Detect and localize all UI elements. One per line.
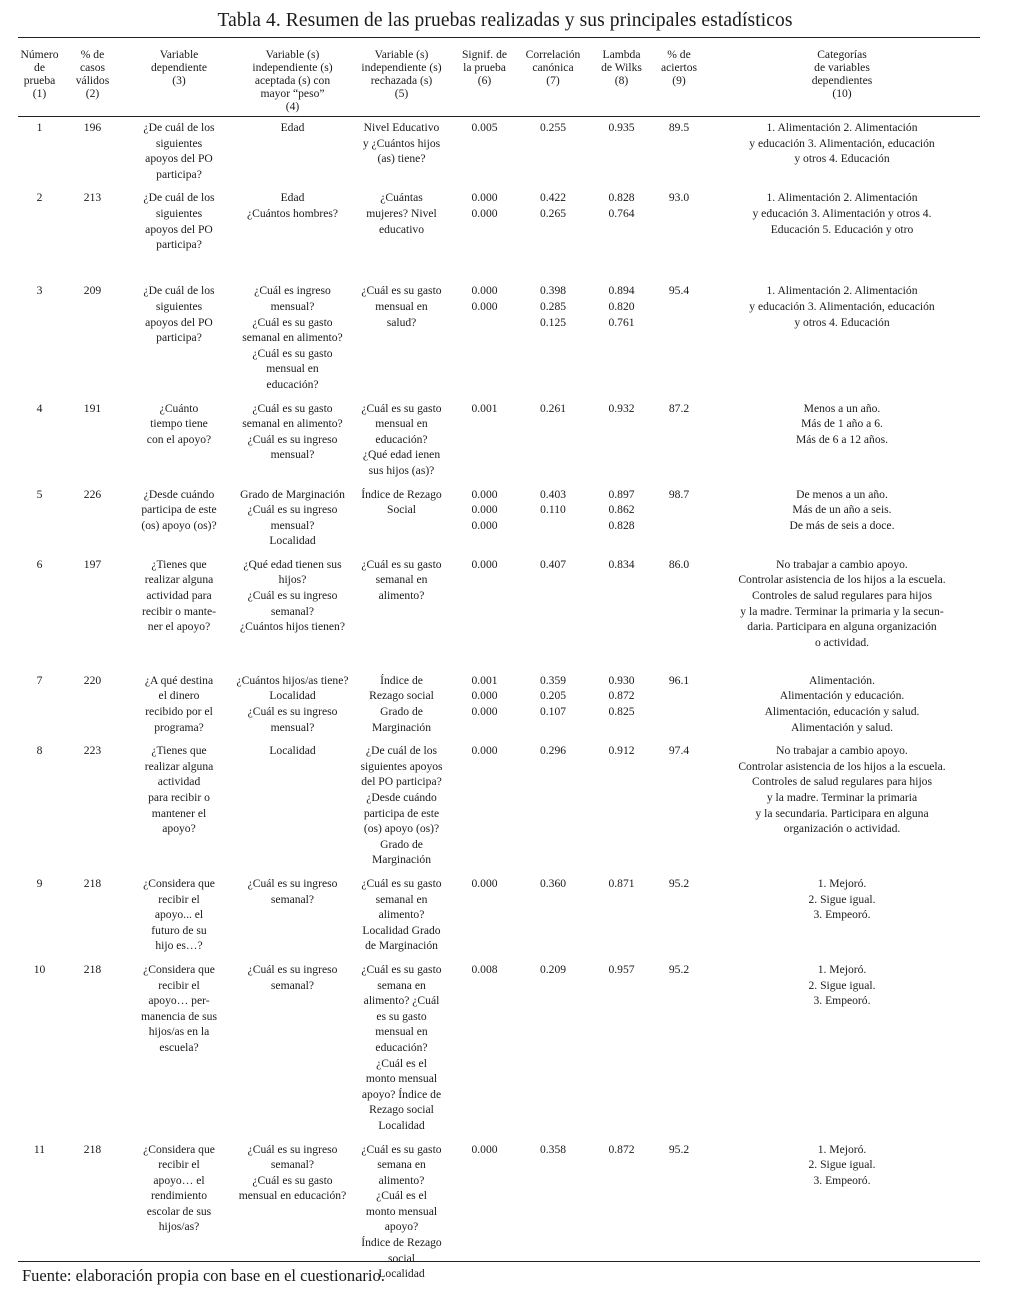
cell-text: 0.000 0.000	[471, 191, 498, 220]
table-cell	[517, 280, 589, 397]
cell-text: 98.7	[668, 487, 690, 501]
table-cell	[61, 1139, 124, 1287]
cell-text: 11	[33, 1142, 46, 1156]
table-cell	[124, 484, 234, 554]
cell-text: 0.360	[539, 877, 567, 890]
cell-text: 0.359 0.205 0.107	[539, 673, 567, 719]
cell-text: 0.957	[608, 962, 635, 976]
cell-text: 0.005	[471, 121, 498, 134]
table-cell	[452, 670, 517, 740]
cell-text: ¿Cuál es su gasto semanal en alimento? ¿Cuál es su ingreso mensual?	[242, 401, 343, 462]
table-cell	[351, 959, 452, 1139]
cell-text: ¿Cuánto tiempo tiene con el apoyo?	[146, 401, 212, 446]
cell-text: 223	[83, 744, 102, 758]
table-cell	[234, 398, 351, 484]
header-cell: % de aciertos (9)	[660, 48, 698, 87]
cell-text: 0.872	[608, 1142, 635, 1156]
table-cell	[589, 670, 654, 740]
cell-text: ¿Cuál es su gasto semana en alimento? ¿Cuál es el monto mensual apoyo? Índice de Rezago social Localidad	[361, 1142, 442, 1281]
cell-text: 1. Mejoró. 2. Sigue igual. 3. Empeoró.	[808, 962, 876, 1008]
table-cell	[517, 670, 589, 740]
cell-text: 6	[36, 557, 43, 571]
cell-text: 2	[36, 191, 43, 205]
table-cell	[124, 873, 234, 959]
table-cell	[654, 484, 704, 554]
table-cell	[704, 740, 980, 873]
cell-text: 0.261	[539, 401, 567, 415]
cell-text: No trabajar a cambio apoyo. Controlar asistencia de los hijos a la escuela. Controles de salud regulares para hijos y la madre. Terminar la primaria y la secundaria. Participara en alguna organización o actividad.	[738, 744, 946, 836]
table-cell	[452, 1139, 517, 1287]
table-cell	[452, 959, 517, 1139]
cell-text: ¿Tienes que realizar alguna actividad para recibir o mante- ner el apoyo?	[141, 557, 217, 634]
cell-text: ¿Considera que recibir el apoyo… per- manencia de sus hijos/as en la escuela?	[141, 962, 217, 1054]
table-cell	[124, 670, 234, 740]
header-cell: Variable (s) independiente (s) rechazada (s) (5)	[361, 48, 442, 100]
cell-text: 0.403 0.110	[539, 487, 567, 517]
table-cell	[18, 670, 61, 740]
table-cell	[589, 740, 654, 873]
cell-text: Edad	[280, 121, 305, 134]
table-cell	[124, 398, 234, 484]
table-cell	[124, 1139, 234, 1287]
cell-text: ¿Cuál es su gasto mensual en salud?	[361, 284, 442, 329]
table-cell	[517, 554, 589, 670]
cell-text: 93.0	[668, 191, 690, 205]
table-cell	[589, 116, 654, 187]
table-cell	[452, 554, 517, 670]
table-cell	[351, 670, 452, 740]
table-cell	[704, 187, 980, 280]
cell-text: 220	[83, 673, 102, 687]
cell-text: 218	[83, 1142, 102, 1156]
table-cell	[18, 740, 61, 873]
cell-text: No trabajar a cambio apoyo. Controlar asistencia de los hijos a la escuela. Controles de salud regulares para hijos y la madre. Terminar la primaria y la secun- daria. Participara en alguna organización o actividad.	[738, 557, 946, 649]
table-cell	[351, 554, 452, 670]
cell-text: ¿De cuál de los siguientes apoyos del PO participa?	[143, 191, 215, 252]
cell-text: 0.834	[608, 557, 635, 571]
table-cell	[517, 740, 589, 873]
cell-text: ¿De cuál de los siguientes apoyos del PO participa?	[143, 121, 215, 181]
cell-text: 4	[36, 401, 43, 415]
cell-text: ¿A qué destina el dinero recibido por el programa?	[144, 673, 214, 734]
table-cell	[18, 484, 61, 554]
table-cell	[61, 740, 124, 873]
cell-text: 197	[83, 557, 102, 571]
cell-text: Menos a un año. Más de 1 año a 6. Más de 6 a 12 años.	[795, 401, 889, 446]
table-row	[18, 959, 980, 1139]
cell-text: Índice de Rezago Social	[361, 487, 442, 517]
header-cell: Lambda de Wilks (8)	[601, 48, 642, 87]
cell-text: 1	[36, 121, 43, 134]
cell-text: 89.5	[668, 121, 690, 134]
table-cell	[654, 116, 704, 187]
table-row	[18, 1139, 980, 1287]
cell-text: 0.008	[471, 962, 498, 976]
table-cell	[589, 484, 654, 554]
table-cell	[124, 740, 234, 873]
cell-text: ¿Cuál es su ingreso semanal?	[247, 962, 338, 992]
cell-text: Localidad	[269, 744, 316, 758]
table-cell	[351, 280, 452, 397]
table-row	[18, 740, 980, 873]
table-cell	[351, 1139, 452, 1287]
cell-text: 0.407	[539, 557, 567, 571]
table-cell	[18, 187, 61, 280]
cell-text: 1. Alimentación 2. Alimentación y educación 3. Alimentación, educación y otros 4. Educación	[749, 121, 935, 166]
cell-text: ¿Desde cuándo participa de este (os) apoyo (os)?	[141, 487, 217, 532]
table-cell	[452, 484, 517, 554]
cell-text: ¿Cuál es su gasto mensual en educación? ¿Qué edad ienen sus hijos (as)?	[361, 401, 442, 477]
cell-text: 226	[83, 487, 102, 501]
cell-text: Índice de Rezago social Grado de Marginación	[369, 673, 434, 734]
table-cell	[589, 1139, 654, 1287]
table-cell	[61, 187, 124, 280]
table-cell	[589, 280, 654, 397]
header-cell: % de casos válidos (2)	[75, 48, 110, 100]
cell-text: ¿Cuál es su ingreso semanal? ¿Cuál es su gasto mensual en educación?	[238, 1142, 347, 1203]
table-body	[18, 116, 980, 1287]
cell-text: 0.296	[539, 744, 567, 758]
table-cell	[124, 116, 234, 187]
table-cell	[654, 187, 704, 280]
table-cell	[704, 873, 980, 959]
cell-text: 8	[36, 744, 43, 758]
header-cell: Categorías de variables dependientes (10)	[811, 48, 873, 100]
table-cell	[452, 187, 517, 280]
cell-text: ¿De cuál de los siguientes apoyos del PO participa?	[143, 284, 215, 345]
header-cell: Número de prueba (1)	[20, 48, 59, 100]
header-cell: Signif. de la prueba (6)	[461, 48, 508, 87]
cell-text: ¿Considera que recibir el apoyo... el futuro de su hijo es…?	[143, 877, 215, 953]
statistics-table	[18, 40, 980, 1287]
table-cell	[234, 484, 351, 554]
cell-text: ¿Considera que recibir el apoyo… el rendimiento escolar de sus hijos/as?	[143, 1142, 215, 1234]
header-row	[18, 40, 980, 116]
cell-text: ¿Cuál es su ingreso semanal?	[247, 877, 338, 906]
table-cell	[124, 187, 234, 280]
table-cell	[351, 484, 452, 554]
cell-text: ¿Tienes que realizar alguna actividad para recibir o mantener el apoyo?	[144, 744, 214, 836]
table-cell	[61, 554, 124, 670]
cell-text: 0.000	[471, 557, 498, 571]
table-cell	[18, 1139, 61, 1287]
cell-text: 0.358	[539, 1142, 567, 1156]
table-cell	[234, 740, 351, 873]
table-cell	[654, 398, 704, 484]
table-cell	[589, 187, 654, 280]
cell-text: 209	[83, 284, 102, 298]
table-cell	[234, 187, 351, 280]
table-cell	[452, 398, 517, 484]
cell-text: 196	[83, 121, 102, 134]
table-cell	[704, 116, 980, 187]
table-cell	[452, 740, 517, 873]
header-cell: Variable (s) independiente (s) aceptada (s) con mayor “peso” (4)	[252, 48, 333, 113]
table-cell	[589, 554, 654, 670]
table-cell	[654, 554, 704, 670]
table-cell	[18, 280, 61, 397]
cell-text: 0.000	[471, 877, 498, 890]
cell-text: 96.1	[668, 673, 690, 687]
cell-text: 191	[83, 401, 102, 415]
cell-text: 0.000 0.000 0.000	[471, 487, 498, 532]
table-cell	[234, 959, 351, 1139]
table-cell	[351, 398, 452, 484]
cell-text: 0.209	[539, 962, 567, 976]
header-cell: Correlación canónica (7)	[525, 48, 581, 87]
cell-text: 0.932	[608, 401, 635, 415]
table-cell	[61, 484, 124, 554]
cell-text: ¿Cuántas mujeres? Nivel educativo	[366, 191, 437, 236]
cell-text: ¿Cuál es su gasto semana en alimento? ¿Cuál es su gasto mensual en educación? ¿Cuál es el monto mensual apoyo? Índice de Rezago social Localidad	[361, 962, 442, 1132]
table-cell	[589, 398, 654, 484]
cell-text: 95.2	[668, 962, 690, 976]
cell-text: 86.0	[668, 557, 690, 571]
table-cell	[452, 116, 517, 187]
bottom-rule	[18, 1261, 980, 1262]
table-cell	[589, 873, 654, 959]
cell-text: 0.255	[539, 121, 567, 134]
cell-text: 0.930 0.872 0.825	[608, 673, 635, 719]
cell-text: 1. Mejoró. 2. Sigue igual. 3. Empeoró.	[808, 1142, 876, 1187]
cell-text: 0.001	[471, 401, 498, 415]
table-cell	[517, 187, 589, 280]
cell-text: 7	[36, 673, 43, 687]
table-cell	[517, 484, 589, 554]
cell-text: ¿Cuántos hijos/as tiene? Localidad ¿Cuál es su ingreso mensual?	[236, 673, 349, 734]
table-cell	[18, 116, 61, 187]
cell-text: 1. Alimentación 2. Alimentación y educación 3. Alimentación y otros 4. Educación 5. Educación y otro	[752, 191, 932, 236]
cell-text: 0.000	[471, 1142, 498, 1156]
cell-text: 10	[33, 962, 46, 976]
cell-text: Grado de Marginación ¿Cuál es su ingreso mensual? Localidad	[240, 487, 345, 548]
cell-text: 1. Alimentación 2. Alimentación y educación 3. Alimentación, educación y otros 4. Educación	[749, 284, 935, 329]
table-cell	[234, 873, 351, 959]
table-cell	[61, 398, 124, 484]
table-row	[18, 280, 980, 397]
cell-text: 218	[83, 877, 102, 890]
cell-text: 0.871	[608, 877, 635, 890]
cell-text: 9	[36, 877, 43, 890]
table-cell	[654, 1139, 704, 1287]
table-cell	[61, 116, 124, 187]
table-cell	[234, 280, 351, 397]
cell-text: 0.422 0.265	[539, 191, 567, 220]
cell-text: 0.398 0.285 0.125	[539, 284, 567, 329]
table-row	[18, 187, 980, 280]
table-cell	[654, 670, 704, 740]
table-cell	[61, 280, 124, 397]
table-cell	[517, 116, 589, 187]
table-cell	[589, 959, 654, 1139]
table-cell	[704, 398, 980, 484]
cell-text: 0.001 0.000 0.000	[471, 673, 498, 719]
table-cell	[704, 484, 980, 554]
cell-text: 3	[36, 284, 43, 298]
cell-text: 95.4	[668, 284, 690, 298]
table-cell	[61, 873, 124, 959]
cell-text: 0.828 0.764	[608, 191, 635, 220]
cell-text: 95.2	[668, 1142, 690, 1156]
cell-text: 213	[83, 191, 102, 205]
cell-text: ¿De cuál de los siguientes apoyos del PO participa? ¿Desde cuándo participa de este (os) apoyo (os)? Grado de Marginación	[360, 744, 443, 867]
cell-text: 1. Mejoró. 2. Sigue igual. 3. Empeoró.	[808, 877, 876, 922]
cell-text: De menos a un año. Más de un año a seis. De más de seis a doce.	[789, 487, 895, 532]
table-cell	[351, 187, 452, 280]
table-cell	[452, 873, 517, 959]
table-cell	[18, 873, 61, 959]
table-cell	[351, 873, 452, 959]
table-row	[18, 554, 980, 670]
cell-text: ¿Cuál es su gasto semanal en alimento? Localidad Grado de Marginación	[361, 877, 442, 953]
cell-text: 0.912	[608, 744, 635, 758]
table-cell	[18, 398, 61, 484]
table-cell	[654, 873, 704, 959]
cell-text: 0.000 0.000	[471, 284, 498, 313]
table-cell	[654, 740, 704, 873]
table-cell	[517, 1139, 589, 1287]
table-cell	[124, 280, 234, 397]
cell-text: 218	[83, 962, 102, 976]
source-note: Fuente: elaboración propia con base en el cuestionario.	[22, 1266, 385, 1285]
cell-text: ¿Cuál es ingreso mensual? ¿Cuál es su gasto semanal en alimento? ¿Cuál es su gasto mensual en educación?	[242, 284, 343, 391]
table-cell	[351, 116, 452, 187]
table-cell	[234, 116, 351, 187]
cell-text: Alimentación. Alimentación y educación. Alimentación, educación y salud. Alimentación y salud.	[764, 673, 920, 734]
table-cell	[18, 959, 61, 1139]
table-row	[18, 398, 980, 484]
table-row	[18, 484, 980, 554]
table-cell	[234, 554, 351, 670]
table-cell	[61, 959, 124, 1139]
table-row	[18, 670, 980, 740]
table-row	[18, 116, 980, 187]
top-rule	[18, 37, 980, 38]
cell-text: 95.2	[668, 877, 690, 890]
table-row	[18, 873, 980, 959]
table-title: Tabla 4. Resumen de las pruebas realizadas y sus principales estadísticos	[217, 10, 793, 31]
table-cell	[704, 670, 980, 740]
table-cell	[351, 740, 452, 873]
table-cell	[704, 959, 980, 1139]
cell-text: 0.897 0.862 0.828	[608, 487, 635, 532]
table-cell	[18, 554, 61, 670]
cell-text: ¿Qué edad tienen sus hijos? ¿Cuál es su ingreso semanal? ¿Cuántos hijos tienen?	[240, 557, 345, 634]
table-cell	[234, 670, 351, 740]
table-cell	[654, 959, 704, 1139]
cell-text: 87.2	[668, 401, 690, 415]
table-cell	[452, 280, 517, 397]
table-cell	[654, 280, 704, 397]
table-cell	[704, 280, 980, 397]
cell-text: 5	[36, 487, 43, 501]
cell-text: 0.894 0.820 0.761	[608, 284, 635, 329]
table-cell	[704, 554, 980, 670]
table-cell	[704, 1139, 980, 1287]
header-cell: Variable dependiente (3)	[150, 48, 207, 87]
table-cell	[124, 959, 234, 1139]
table-cell	[517, 398, 589, 484]
cell-text: 97.4	[668, 744, 690, 758]
cell-text: Nivel Educativo y ¿Cuántos hijos (as) tiene?	[362, 121, 441, 166]
cell-text: 0.935	[608, 121, 635, 134]
table-cell	[61, 670, 124, 740]
cell-text: ¿Cuál es su gasto semanal en alimento?	[361, 557, 442, 603]
table-cell	[517, 959, 589, 1139]
cell-text: Edad ¿Cuántos hombres?	[246, 191, 339, 220]
table-cell	[234, 1139, 351, 1287]
table-cell	[517, 873, 589, 959]
cell-text: 0.000	[471, 744, 498, 758]
table-cell	[124, 554, 234, 670]
